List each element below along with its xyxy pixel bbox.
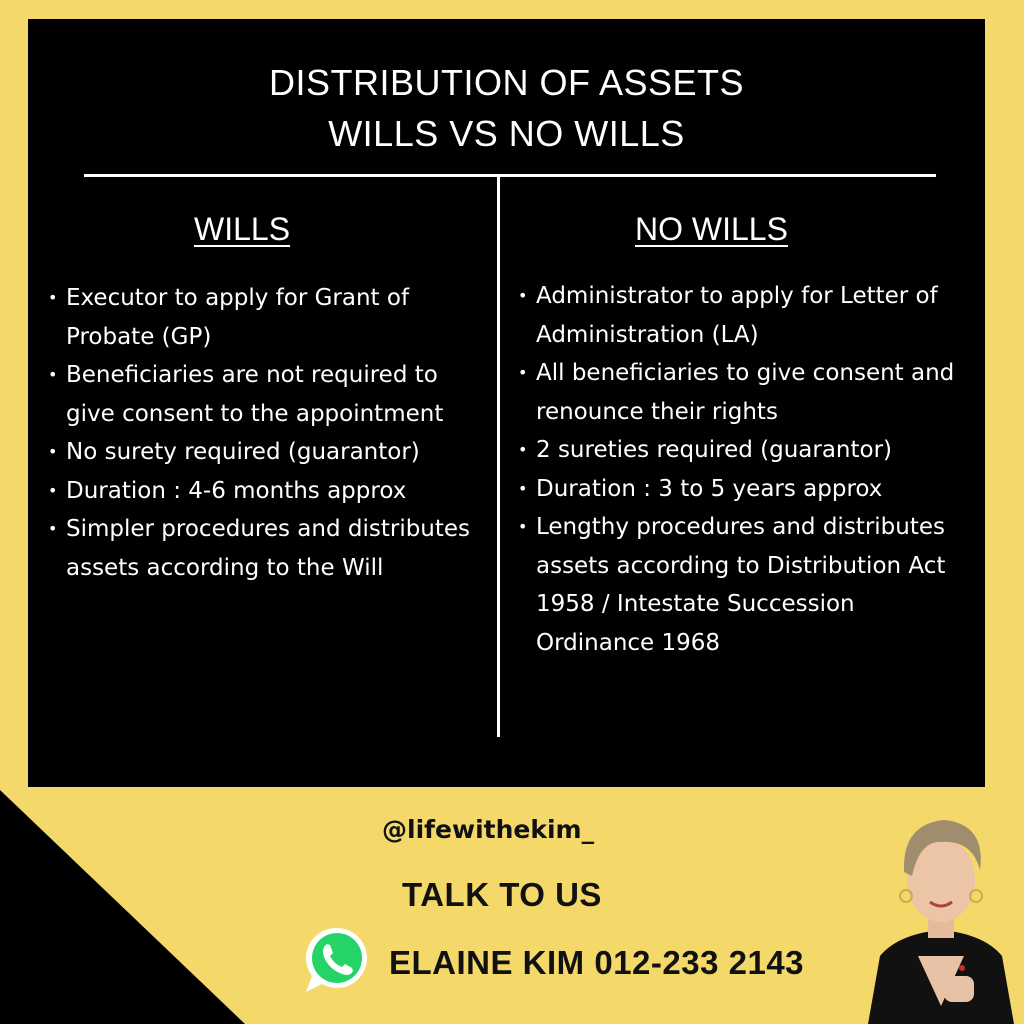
person-avatar <box>858 806 1024 1024</box>
list-item: • Duration : 4-6 months approx <box>48 472 488 511</box>
talk-to-us-heading: TALK TO US <box>402 876 602 913</box>
title-line-2: WILLS VS NO WILLS <box>328 113 685 154</box>
list-item: • 2 sureties required (guarantor) <box>518 431 958 470</box>
vertical-divider <box>497 177 500 737</box>
contact-name-phone[interactable]: ELAINE KIM 012-233 2143 <box>389 944 805 981</box>
list-item: • Lengthy procedures and distributes assets according to Distribution Act 1958 / Intestate Succession Ordinance 1968 <box>518 508 958 662</box>
list-item: • Beneficiaries are not required to give consent to the appointment <box>48 356 488 433</box>
list-item: • Duration : 3 to 5 years approx <box>518 470 958 509</box>
wills-heading: WILLS <box>194 211 291 247</box>
no-wills-list <box>518 277 958 662</box>
title-line-1: DISTRIBUTION OF ASSETS <box>268 62 745 103</box>
no-wills-heading: NO WILLS <box>635 211 788 247</box>
social-handle[interactable]: @lifewithekim_ <box>382 815 595 844</box>
list-item: • Executor to apply for Grant of Probate (GP) <box>48 279 488 356</box>
whatsapp-icon[interactable] <box>302 924 372 996</box>
list-item: • No surety required (guarantor) <box>48 433 488 472</box>
list-item: • Simpler procedures and distributes assets according to the Will <box>48 510 488 587</box>
page-title <box>28 57 985 159</box>
horizontal-divider <box>84 174 936 177</box>
comparison-panel <box>28 19 985 787</box>
list-item: • Administrator to apply for Letter of Administration (LA) <box>518 277 958 354</box>
wills-list <box>48 279 488 587</box>
list-item: • All beneficiaries to give consent and renounce their rights <box>518 354 958 431</box>
